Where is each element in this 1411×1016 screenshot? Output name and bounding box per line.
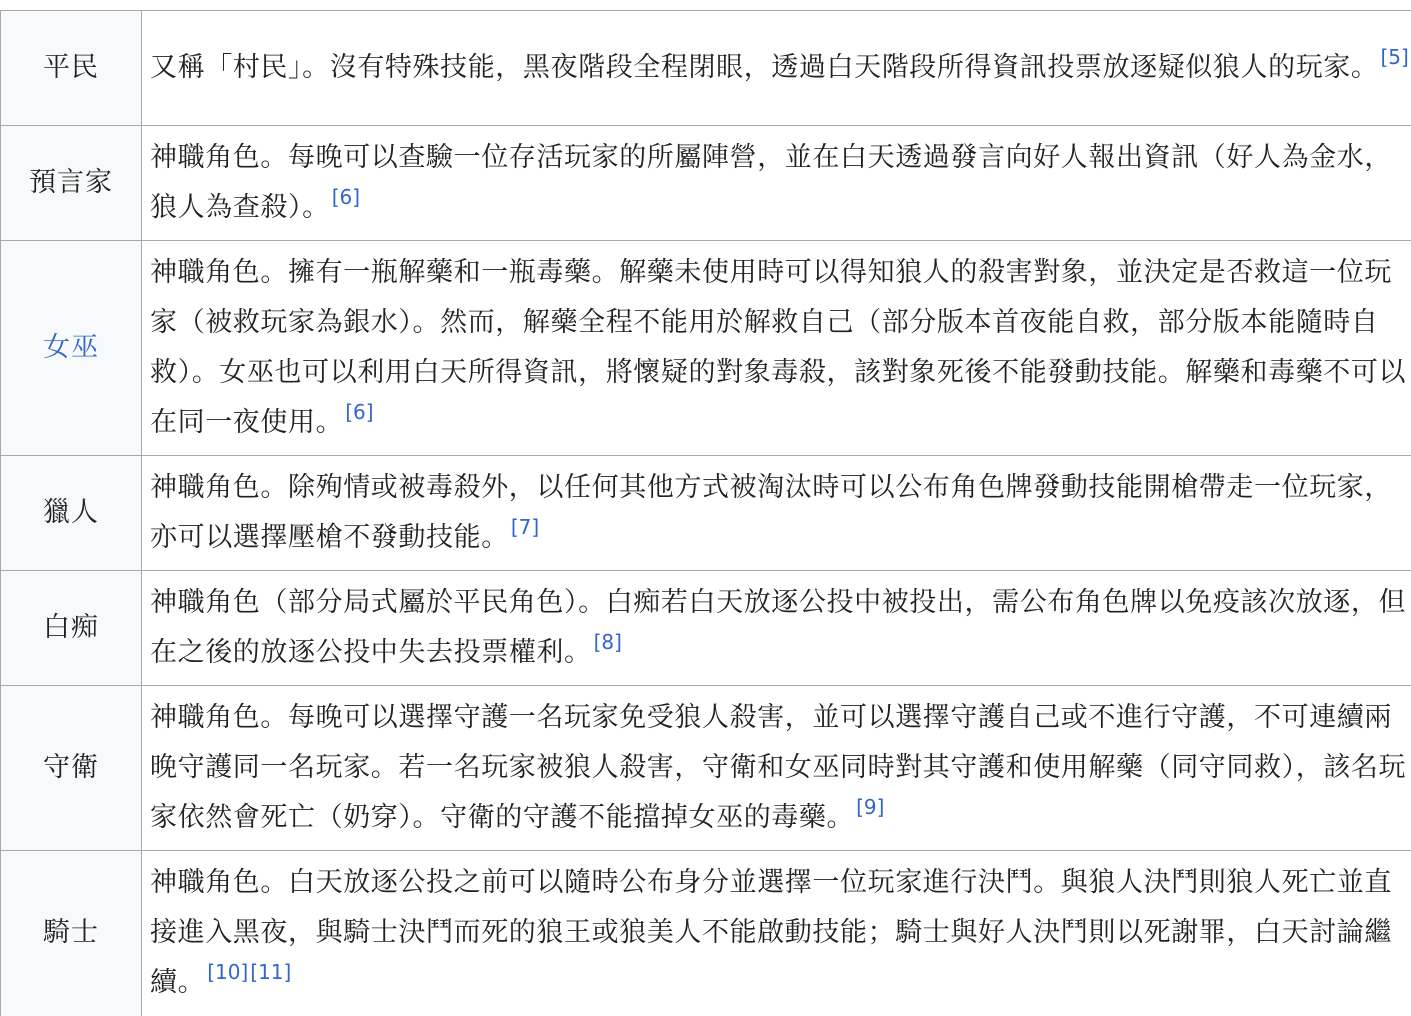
role-description-cell — [142, 126, 1411, 241]
role-description: 神職角色。每晚可以查驗一位存活玩家的所屬陣營，並在白天透過發言向好人報出資訊（好人為金水，狼人為查殺）。 — [150, 142, 1392, 223]
role-name: 守衛 — [43, 743, 99, 793]
role-name-link[interactable]: 女巫 — [43, 323, 99, 373]
role-name: 平民 — [43, 43, 99, 93]
reference-link[interactable]: [9] — [856, 795, 884, 819]
role-name: 獵人 — [43, 488, 99, 538]
table-row — [1, 11, 1411, 126]
role-name: 預言家 — [29, 158, 113, 208]
table-row — [1, 686, 1411, 851]
reference-link[interactable]: [11] — [250, 960, 291, 984]
role-name-cell — [1, 571, 142, 686]
role-description-cell — [142, 686, 1411, 851]
role-description: 又稱「村民」。沒有特殊技能，黑夜階段全程閉眼，透過白天階段所得資訊投票放逐疑似狼人的玩家。 — [150, 52, 1379, 83]
role-name-cell — [1, 686, 142, 851]
reference-link[interactable]: [6] — [332, 185, 360, 209]
role-name: 騎士 — [43, 908, 99, 958]
table-row — [1, 456, 1411, 571]
role-name-cell — [1, 851, 142, 1016]
role-name-cell — [1, 456, 142, 571]
reference-link[interactable]: [8] — [594, 630, 622, 654]
role-name: 白痴 — [43, 603, 99, 653]
role-name-cell — [1, 126, 142, 241]
role-description: 神職角色。每晚可以選擇守護一名玩家免受狼人殺害，並可以選擇守護自己或不進行守護，不可連續兩晚守護同一名玩家。若一名玩家被狼人殺害，守衛和女巫同時對其守護和使用解藥（同守同救），該名玩家依然會死亡（奶穿）。守衛的守護不能擋掉女巫的毒藥。 — [150, 702, 1406, 833]
reference-link[interactable]: [10] — [207, 960, 248, 984]
role-description: 神職角色。白天放逐公投之前可以隨時公布身分並選擇一位玩家進行決鬥。與狼人決鬥則狼人死亡並直接進入黑夜，與騎士決鬥而死的狼王或狼美人不能啟動技能；騎士與好人決鬥則以死謝罪，白天討論繼續。 — [150, 867, 1392, 998]
reference-link[interactable]: [5] — [1381, 45, 1409, 69]
table-row — [1, 241, 1411, 456]
reference-link[interactable]: [7] — [511, 515, 539, 539]
role-description-cell — [142, 241, 1411, 456]
table-row — [1, 851, 1411, 1016]
role-description-cell — [142, 456, 1411, 571]
role-description: 神職角色。除殉情或被毒殺外，以任何其他方式被淘汰時可以公布角色牌發動技能開槍帶走一位玩家，亦可以選擇壓槍不發動技能。 — [150, 472, 1392, 553]
roles-table — [0, 10, 1411, 1016]
role-description-cell — [142, 11, 1411, 126]
role-name-cell — [1, 11, 142, 126]
reference-link[interactable]: [6] — [345, 400, 373, 424]
role-description: 神職角色（部分局式屬於平民角色）。白痴若白天放逐公投中被投出，需公布角色牌以免疫該次放逐，但在之後的放逐公投中失去投票權利。 — [150, 587, 1406, 668]
table-row — [1, 571, 1411, 686]
role-description-cell — [142, 851, 1411, 1016]
role-description-cell — [142, 571, 1411, 686]
role-name-cell — [1, 241, 142, 456]
table-row — [1, 126, 1411, 241]
role-description: 神職角色。擁有一瓶解藥和一瓶毒藥。解藥未使用時可以得知狼人的殺害對象，並決定是否救這一位玩家（被救玩家為銀水）。然而，解藥全程不能用於解救自己（部分版本首夜能自救，部分版本能隨時自救）。女巫也可以利用白天所得資訊，將懷疑的對象毒殺，該對象死後不能發動技能。解藥和毒藥不可以在同一夜使用。 — [150, 257, 1406, 438]
